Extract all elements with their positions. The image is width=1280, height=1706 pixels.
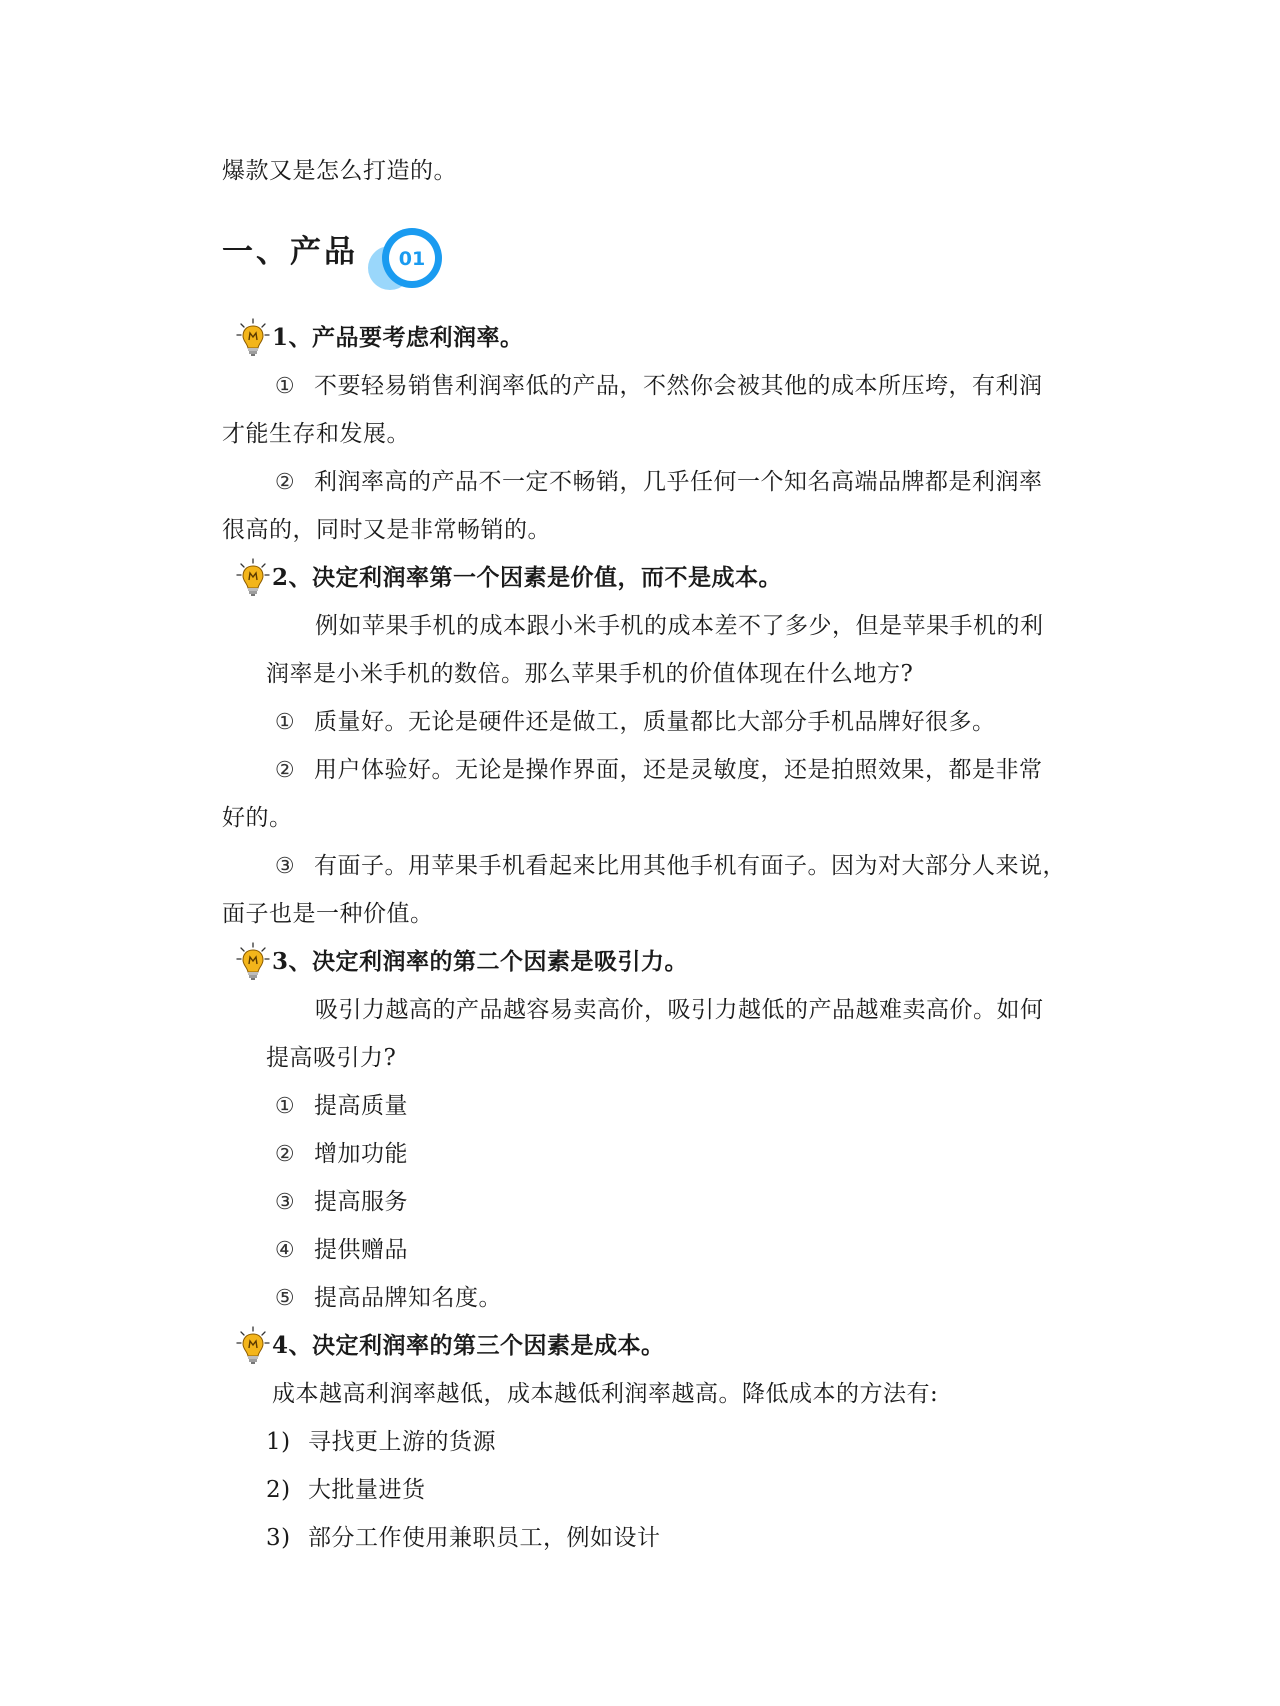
item-text: 部分工作使用兼职员工，例如设计 xyxy=(308,1525,661,1551)
item-marker: 1) xyxy=(266,1429,291,1455)
item-text: 增加功能 xyxy=(314,1141,408,1167)
item-marker: ① xyxy=(274,710,296,735)
badge-number: 01 xyxy=(398,248,426,270)
section-number-badge xyxy=(366,222,448,298)
item-text: 提供赠品 xyxy=(314,1237,408,1263)
point-title: 1、产品要考虑利润率。 xyxy=(272,324,524,351)
list-item xyxy=(272,1282,502,1315)
paragraph-line: 吸引力越高的产品越容易卖高价，吸引力越低的产品越难卖高价。如何 xyxy=(315,997,1044,1023)
item-marker: ④ xyxy=(274,1238,296,1263)
list-item-continuation: 很高的，同时又是非常畅销的。 xyxy=(222,517,551,543)
item-marker: ③ xyxy=(274,1190,296,1215)
paragraph-line: 例如苹果手机的成本跟小米手机的成本差不了多少，但是苹果手机的利 xyxy=(315,613,1044,639)
list-item xyxy=(272,850,1066,883)
intro-line: 爆款又是怎么打造的。 xyxy=(222,158,457,184)
list-item xyxy=(272,370,1043,403)
item-text: 质量好。无论是硬件还是做工，质量都比大部分手机品牌好很多。 xyxy=(314,709,996,735)
paragraph-line: 提高吸引力? xyxy=(266,1045,397,1071)
point-title: 2、决定利润率第一个因素是价值，而不是成本。 xyxy=(272,564,783,591)
point-title: 4、决定利润率的第三个因素是成本。 xyxy=(272,1332,665,1359)
list-item xyxy=(272,1234,408,1267)
item-text: 提高质量 xyxy=(314,1093,408,1119)
item-marker: ① xyxy=(274,1094,296,1119)
item-marker: ② xyxy=(274,758,296,783)
point-title: 3、决定利润率的第二个因素是吸引力。 xyxy=(272,948,689,975)
item-text: 利润率高的产品不一定不畅销，几乎任何一个知名高端品牌都是利润率 xyxy=(314,469,1043,495)
list-item xyxy=(272,466,1043,499)
item-text: 大批量进货 xyxy=(308,1477,426,1503)
paragraph-line: 润率是小米手机的数倍。那么苹果手机的价值体现在什么地方? xyxy=(266,661,914,687)
list-item-continuation: 面子也是一种价值。 xyxy=(222,901,434,927)
item-marker: ⑤ xyxy=(274,1286,296,1311)
list-item xyxy=(266,1426,496,1458)
list-item xyxy=(266,1522,661,1554)
list-item xyxy=(272,1138,408,1171)
item-marker: ② xyxy=(274,1142,296,1167)
item-text: 寻找更上游的货源 xyxy=(308,1429,496,1455)
lightbulb-icon xyxy=(236,318,270,358)
section-title: 一、产品 xyxy=(222,234,358,270)
item-marker: 2) xyxy=(266,1477,291,1503)
item-text: 提高品牌知名度。 xyxy=(314,1285,502,1311)
list-item-continuation: 好的。 xyxy=(222,805,293,831)
lightbulb-icon xyxy=(236,1326,270,1366)
paragraph-line: 成本越高利润率越低，成本越低利润率越高。降低成本的方法有: xyxy=(272,1381,939,1407)
list-item xyxy=(272,754,1043,787)
item-marker: ③ xyxy=(274,854,296,879)
list-item xyxy=(272,1090,408,1123)
lightbulb-icon xyxy=(236,942,270,982)
item-marker: ① xyxy=(274,374,296,399)
list-item xyxy=(272,706,996,739)
item-text: 有面子。用苹果手机看起来比用其他手机有面子。因为对大部分人来说， xyxy=(314,853,1066,879)
item-text: 用户体验好。无论是操作界面，还是灵敏度，还是拍照效果，都是非常 xyxy=(314,757,1043,783)
item-text: 不要轻易销售利润率低的产品，不然你会被其他的成本所压垮，有利润 xyxy=(314,373,1043,399)
list-item-continuation: 才能生存和发展。 xyxy=(222,421,410,447)
list-item xyxy=(272,1186,408,1219)
list-item xyxy=(266,1474,426,1506)
item-marker: 3) xyxy=(266,1525,291,1551)
lightbulb-icon xyxy=(236,558,270,598)
item-marker: ② xyxy=(274,470,296,495)
item-text: 提高服务 xyxy=(314,1189,408,1215)
